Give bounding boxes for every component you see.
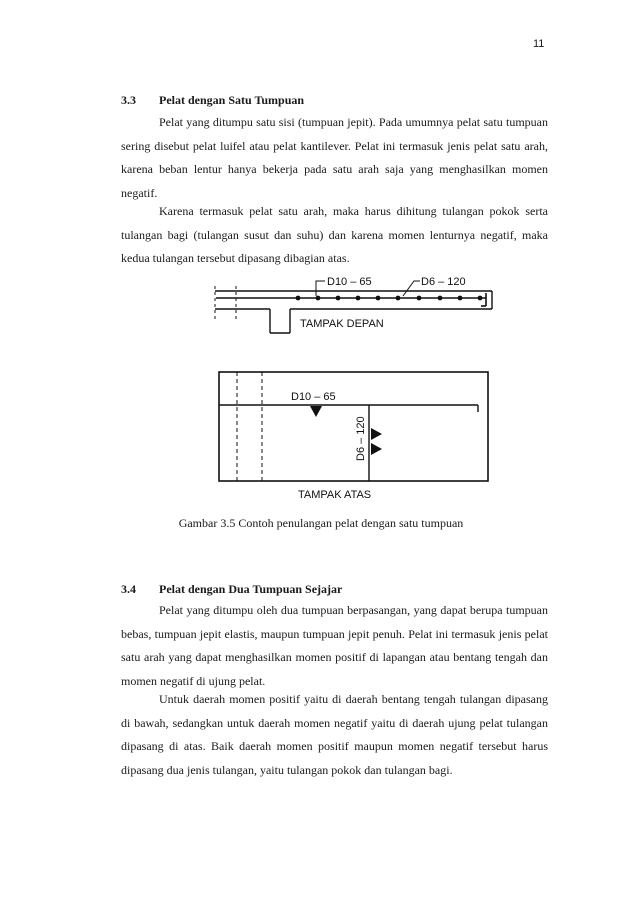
page-number: 11 (533, 38, 545, 50)
label-main-bar-front: D10 – 65 (327, 276, 372, 288)
paragraph-text: Pelat yang ditumpu oleh dua tumpuan berpasangan, yang dapat berupa tumpuan bebas, tumpuan jepit elastis, maupun tumpuan jepit penuh. Pelat ini termasuk jenis pelat satu arah yang dapat menghasilkan momen positif di lapangan atau bentang tengah dan momen negatif di ujung pelat. (121, 603, 548, 688)
bar-dot (316, 296, 321, 301)
bar-dot (396, 296, 401, 301)
bar-dot (458, 296, 463, 301)
section-heading-3-4 (121, 582, 342, 597)
bar-dot (478, 296, 483, 301)
paragraph (121, 599, 548, 693)
paragraph-text: Karena termasuk pelat satu arah, maka harus dihitung tulangan pokok serta tulangan bagi (tulangan susut dan suhu) dan karena momen lenturnya negatif, maka kedua tulangan tersebut dipasang dibagian atas. (121, 204, 548, 266)
top-view-title: TAMPAK ATAS (298, 489, 372, 501)
bar-dot (356, 296, 361, 301)
dist-bar-marker (371, 428, 382, 440)
section-number: 3.4 (121, 582, 136, 596)
front-view-title: TAMPAK DEPAN (300, 318, 384, 330)
paragraph-text: Untuk daerah momen positif yaitu di daerah bentang tengah tulangan dipasang di bawah, sedangkan untuk daerah momen negatif yaitu di daerah ujung pelat tulangan dipasang di atas. Baik daerah momen positif maupun momen negatif tersebut harus dipasang dua jenis tulangan, yaitu tulangan pokok dan tulangan bagi. (121, 692, 548, 777)
bar-dot (336, 296, 341, 301)
label-dist-bar-front: D6 – 120 (421, 276, 466, 288)
top-view-drawing (219, 372, 488, 481)
dist-bar-marker (371, 443, 382, 455)
section-title: Pelat dengan Satu Tumpuan (159, 93, 305, 107)
caption-text: Gambar 3.5 Contoh penulangan pelat dengan satu tumpuan (178, 516, 464, 530)
leader-dist-bar (403, 281, 420, 296)
bar-dot (438, 296, 443, 301)
bar-dot (417, 296, 422, 301)
section-number: 3.3 (121, 93, 136, 107)
figure-caption (0, 516, 638, 531)
label-main-bar-top: D10 – 65 (291, 391, 336, 403)
leader-main-bar (316, 281, 325, 296)
bar-dot (376, 296, 381, 301)
paragraph (121, 688, 548, 782)
bar-dot (296, 296, 301, 301)
label-dist-bar-top: D6 – 120 (355, 416, 367, 461)
section-title: Pelat dengan Dua Tumpuan Sejajar (159, 582, 343, 596)
main-bar-marker (310, 406, 322, 417)
paragraph-text: Pelat yang ditumpu satu sisi (tumpuan jepit). Pada umumnya pelat satu tumpuan sering disebut pelat luifel atau pelat kantilever. Pelat ini termasuk jenis pelat satu arah, karena beban lentur hanya bekerja pada satu arah saja yang menghasilkan momen negatif. (121, 115, 548, 200)
slab-outline (219, 372, 488, 481)
